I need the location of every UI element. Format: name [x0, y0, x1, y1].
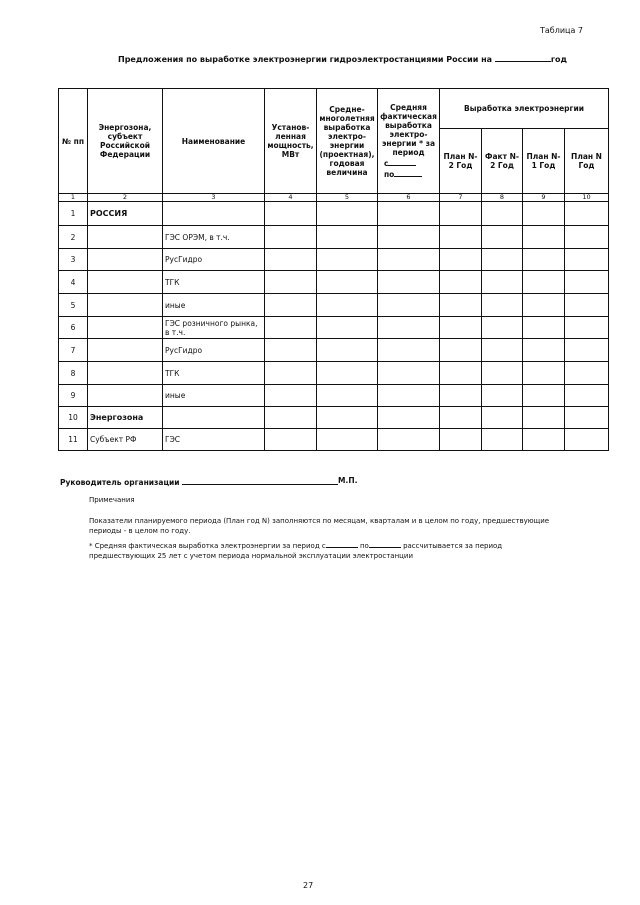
header-zone: Энергозона, субъект Российской Федерации [88, 89, 163, 194]
value-cell[interactable] [378, 202, 440, 226]
value-cell[interactable] [378, 226, 440, 249]
value-cell[interactable] [482, 294, 523, 317]
value-cell[interactable] [317, 317, 378, 339]
value-cell[interactable] [317, 362, 378, 385]
title-text: Предложения по выработке электроэнергии гидроэлектростанциями России на [118, 55, 493, 64]
value-cell[interactable] [565, 362, 609, 385]
signature-line [60, 476, 338, 487]
header-capacity: Установ-ленная мощность, МВт [265, 89, 317, 194]
column-number: 3 [163, 194, 265, 202]
value-cell[interactable] [317, 271, 378, 294]
value-cell[interactable] [317, 339, 378, 362]
column-number: 1 [59, 194, 88, 202]
signature-blank [182, 476, 338, 485]
header-avg-actual [378, 89, 440, 194]
name-cell [163, 202, 265, 226]
value-cell[interactable] [523, 271, 565, 294]
value-cell[interactable] [378, 294, 440, 317]
value-cell[interactable] [482, 249, 523, 271]
notes-heading: Примечания [89, 496, 135, 504]
table-row [59, 249, 609, 271]
value-cell[interactable] [265, 407, 317, 429]
header-output-group: Выработка электроэнергии [440, 89, 609, 129]
zone-cell: РОССИЯ [88, 202, 163, 226]
table-row [59, 407, 609, 429]
value-cell[interactable] [523, 294, 565, 317]
page-number: 27 [303, 881, 314, 890]
row-number-cell: 1 [59, 202, 88, 226]
title-year-word: год [550, 55, 568, 64]
row-number-cell: 8 [59, 362, 88, 385]
value-cell[interactable] [265, 317, 317, 339]
value-cell[interactable] [440, 429, 482, 451]
head-label: Руководитель организации [60, 478, 180, 487]
value-cell[interactable] [265, 271, 317, 294]
stamp-label: М.П. [338, 476, 358, 485]
name-cell: ГЭС ОРЭМ, в т.ч. [163, 226, 265, 249]
name-cell: иные [163, 294, 265, 317]
year-blank [495, 53, 551, 62]
value-cell[interactable] [378, 429, 440, 451]
value-cell[interactable] [482, 362, 523, 385]
value-cell[interactable] [440, 226, 482, 249]
column-number: 8 [482, 194, 523, 202]
zone-cell [88, 249, 163, 271]
header-avg-actual-to: по [384, 170, 395, 179]
note-2-part-a: * Средняя фактическая выработка электроэнергии за период с [89, 542, 326, 550]
value-cell[interactable] [378, 385, 440, 407]
column-number-row [59, 194, 609, 202]
value-cell[interactable] [378, 362, 440, 385]
column-number: 7 [440, 194, 482, 202]
value-cell[interactable] [482, 385, 523, 407]
value-cell[interactable] [317, 202, 378, 226]
zone-cell: Энергозона [88, 407, 163, 429]
value-cell[interactable] [482, 407, 523, 429]
name-cell [163, 407, 265, 429]
value-cell[interactable] [482, 202, 523, 226]
value-cell[interactable] [565, 271, 609, 294]
value-cell[interactable] [565, 249, 609, 271]
zone-cell [88, 362, 163, 385]
value-cell[interactable] [378, 271, 440, 294]
note-2 [89, 540, 569, 561]
zone-cell [88, 271, 163, 294]
value-cell[interactable] [265, 249, 317, 271]
row-number-cell: 9 [59, 385, 88, 407]
row-number-cell: 7 [59, 339, 88, 362]
zone-cell [88, 317, 163, 339]
note-1: Показатели планируемого периода (План год N) заполняются по месяцам, кварталам и в целом по году, предшествующие периоды - в целом по году. [89, 517, 550, 535]
table-row [59, 429, 609, 451]
name-cell: ТГК [163, 271, 265, 294]
column-number: 5 [317, 194, 378, 202]
value-cell[interactable] [265, 339, 317, 362]
value-cell[interactable] [317, 429, 378, 451]
name-cell: РусГидро [163, 339, 265, 362]
column-number: 4 [265, 194, 317, 202]
value-cell[interactable] [440, 385, 482, 407]
table-row [59, 339, 609, 362]
note-from-blank [326, 540, 358, 548]
value-cell[interactable] [482, 429, 523, 451]
value-cell[interactable] [265, 294, 317, 317]
row-number-cell: 3 [59, 249, 88, 271]
header-plan-n2: План N-2 Год [440, 129, 482, 194]
value-cell[interactable] [482, 271, 523, 294]
table-label: Таблица 7 [540, 26, 584, 35]
value-cell[interactable] [440, 362, 482, 385]
value-cell[interactable] [378, 249, 440, 271]
header-avg-actual-from: с [384, 159, 389, 168]
row-number-cell: 10 [59, 407, 88, 429]
header-name: Наименование [163, 89, 265, 194]
value-cell[interactable] [523, 339, 565, 362]
value-cell[interactable] [523, 385, 565, 407]
value-cell[interactable] [317, 385, 378, 407]
name-cell: РусГидро [163, 249, 265, 271]
header-plan-n: План N Год [565, 129, 609, 194]
value-cell[interactable] [265, 385, 317, 407]
value-cell[interactable] [523, 249, 565, 271]
value-cell[interactable] [565, 407, 609, 429]
column-number: 2 [88, 194, 163, 202]
value-cell[interactable] [565, 294, 609, 317]
value-cell[interactable] [565, 385, 609, 407]
table-row [59, 362, 609, 385]
table-row [59, 271, 609, 294]
column-number: 9 [523, 194, 565, 202]
value-cell[interactable] [265, 202, 317, 226]
value-cell[interactable] [523, 202, 565, 226]
value-cell[interactable] [565, 226, 609, 249]
row-number-cell: 11 [59, 429, 88, 451]
row-number-cell: 2 [59, 226, 88, 249]
name-cell: ГЭС [163, 429, 265, 451]
generation-table [58, 88, 609, 451]
row-number-cell: 4 [59, 271, 88, 294]
value-cell[interactable] [378, 407, 440, 429]
header-fact-n2: Факт N-2 Год [482, 129, 523, 194]
document-title [118, 53, 567, 64]
value-cell[interactable] [265, 429, 317, 451]
zone-cell [88, 294, 163, 317]
value-cell[interactable] [378, 317, 440, 339]
column-number: 6 [378, 194, 440, 202]
value-cell[interactable] [317, 249, 378, 271]
table-body [59, 202, 609, 451]
value-cell[interactable] [440, 339, 482, 362]
note-2-part-c: рассчитывается за период предшествующих 25 лет с учетом периода нормальной эксплуатации электростанции [89, 542, 503, 560]
zone-cell [88, 226, 163, 249]
zone-cell [88, 385, 163, 407]
value-cell[interactable] [378, 339, 440, 362]
zone-cell: Субъект РФ [88, 429, 163, 451]
note-2-part-b: по [359, 542, 369, 550]
value-cell[interactable] [440, 317, 482, 339]
value-cell[interactable] [523, 362, 565, 385]
from-blank [388, 157, 416, 166]
table-row [59, 202, 609, 226]
row-number-cell: 6 [59, 317, 88, 339]
to-blank [394, 168, 422, 177]
column-number: 10 [565, 194, 609, 202]
value-cell[interactable] [482, 317, 523, 339]
table-row [59, 385, 609, 407]
header-avg-design: Средне-многолетняя выработка электро-энергии (проектная), годовая величина [317, 89, 378, 194]
name-cell: иные [163, 385, 265, 407]
value-cell[interactable] [523, 407, 565, 429]
note-to-blank [369, 540, 401, 548]
value-cell[interactable] [523, 226, 565, 249]
value-cell[interactable] [523, 317, 565, 339]
row-number-cell: 5 [59, 294, 88, 317]
value-cell[interactable] [440, 202, 482, 226]
table-row [59, 317, 609, 339]
table-row [59, 226, 609, 249]
table-row [59, 294, 609, 317]
value-cell[interactable] [523, 429, 565, 451]
header-n: № пп [59, 89, 88, 194]
zone-cell [88, 339, 163, 362]
value-cell[interactable] [440, 249, 482, 271]
value-cell[interactable] [317, 226, 378, 249]
header-plan-n1: План N-1 Год [523, 129, 565, 194]
value-cell[interactable] [265, 226, 317, 249]
name-cell: ТГК [163, 362, 265, 385]
value-cell[interactable] [317, 294, 378, 317]
value-cell[interactable] [440, 407, 482, 429]
value-cell[interactable] [565, 429, 609, 451]
value-cell[interactable] [565, 339, 609, 362]
value-cell[interactable] [565, 317, 609, 339]
value-cell[interactable] [440, 271, 482, 294]
value-cell[interactable] [482, 226, 523, 249]
header-avg-actual-main: Средняя фактическая выработка электро-энергии * за период [380, 103, 437, 157]
value-cell[interactable] [317, 407, 378, 429]
name-cell: ГЭС розничного рынка, в т.ч. [163, 317, 265, 339]
value-cell[interactable] [265, 362, 317, 385]
value-cell[interactable] [482, 339, 523, 362]
value-cell[interactable] [565, 202, 609, 226]
value-cell[interactable] [440, 294, 482, 317]
